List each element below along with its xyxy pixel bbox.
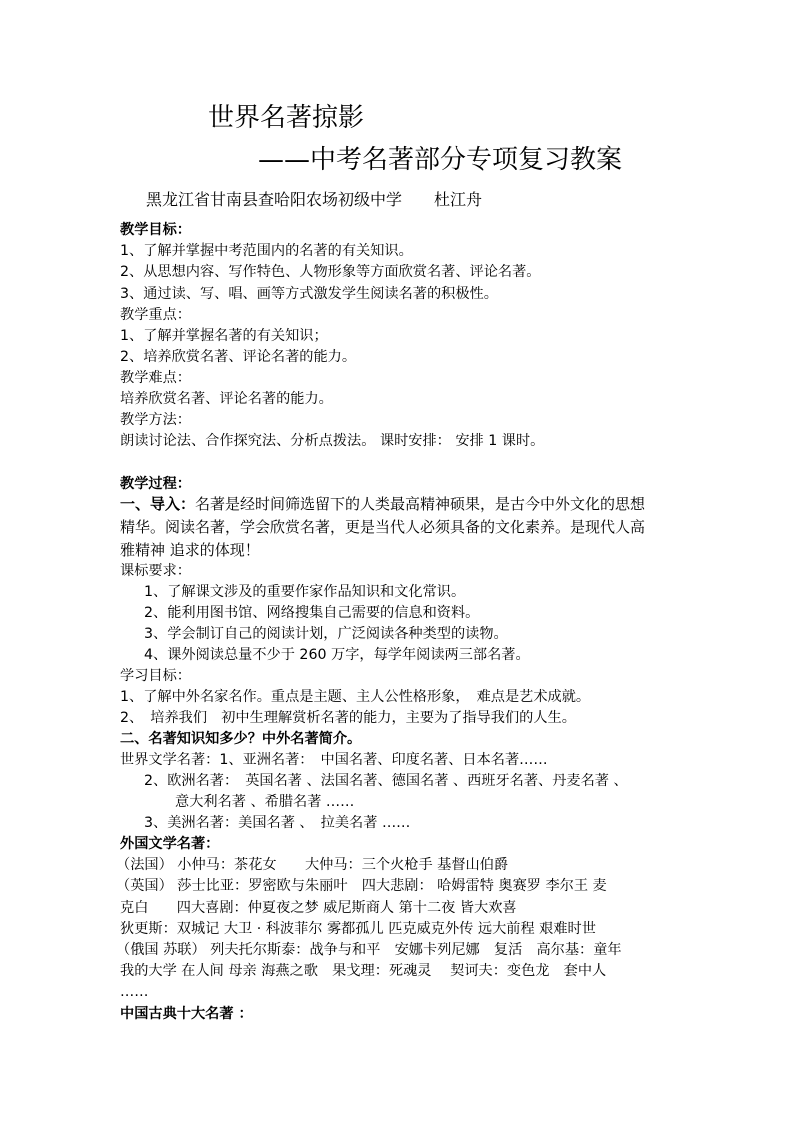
text-line: 1、了解并掌握名著的有关知识； [120,328,328,344]
text-line: 2、从思想内容、写作特色、人物形象等方面欣赏名著、评论名著。 [120,264,541,280]
text-line: 精华。阅读名著，学会欣赏名著，更是当代人必须具备的文化素养。是现代人高 [120,518,646,536]
text-line: 教学方法： [120,412,191,428]
text-line: 雅精神 追求的体现！ [120,541,260,559]
text-line: 4、课外阅读总量不少于 260 万字，每学年阅读两三部名著。 [144,647,530,663]
text-line: 克白 四大喜剧：仲夏夜之梦 威尼斯商人 第十二夜 皆大欢喜 [120,900,517,916]
intro-lead: 一、导入： [120,495,196,513]
text-line: 1、了解课文涉及的重要作家作品知识和文化常识。 [144,584,466,600]
text-line: 狄更斯：双城记 大卫 · 科波菲尔 雾都孤儿 匹克威克外传 远大前程 艰难时世 [120,921,596,937]
text-line: 1、了解并掌握中考范围内的名著的有关知识。 [120,243,413,259]
text-line: 2、 培养我们 初中生理解赏析名著的能力，主要为了指导我们的人生。 [120,710,576,726]
text-line: 教学重点： [120,307,191,323]
text-line: （法国） 小仲马：茶花女 大仲马：三个火枪手 基督山伯爵 [116,857,509,873]
heading-foreign-works: 外国文学名著： [120,836,220,852]
text-line: 学习目标： [120,668,191,684]
text-line: 世界文学名著：1、亚洲名著： 中国名著、印度名著、日本名著…… [120,752,548,768]
heading-teaching-process: 教学过程： [120,476,191,492]
text-line: 我的大学 在人间 母亲 海燕之歌 果戈理：死魂灵 契诃夫：变色龙 套中人 [120,963,607,979]
doc-author: 黑龙江省甘南县查哈阳农场初级中学 杜江舟 [146,190,483,209]
heading-chinese-classics: 中国古典十大名著 ： [120,1006,253,1022]
heading-teaching-goals: 教学目标： [120,222,191,238]
doc-subtitle: ——中考名著部分专项复习教案 [258,145,623,175]
text-line: 2、欧洲名著： 英国名著 、法国名著、德国名著 、西班牙名著、丹麦名著 、 [144,773,628,789]
text-line: 3、美洲名著：美国名著 、 拉美名著 …… [144,815,411,831]
text-line: 3、学会制订自己的阅读计划，广泛阅读各种类型的读物。 [144,626,508,642]
text-line: 培养欣赏名著、评论名著的能力。 [120,391,333,407]
text-line: 意大利名著 、希腊名著 …… [175,794,355,810]
text-line: 2、能利用图书馆、网络搜集自己需要的信息和资料。 [144,605,480,621]
doc-title: 世界名著掠影 [208,103,365,133]
intro-line [120,493,645,515]
text-line: 3、通过读、写、唱、画等方式激发学生阅读名著的积极性。 [120,286,498,302]
text-line: 1、了解中外名家名作。重点是主题、主人公性格形象， 难点是艺术成就。 [120,689,591,705]
text-line: 课标要求： [120,563,191,579]
heading-book-knowledge: 二、名著知识知多少？中外名著简介。 [120,731,362,747]
text-line: …… [120,984,149,1000]
text-line: （英国） 莎士比亚：罗密欧与朱丽叶 四大悲剧： 哈姆雷特 奥赛罗 李尔王 麦 [116,878,607,894]
text-line: 朗读讨论法、合作探究法、分析点拨法。 课时安排： 安排 1 课时。 [120,433,545,449]
text-line: 教学难点： [120,370,191,386]
text-line: 2、培养欣赏名著、评论名著的能力。 [120,349,357,365]
text-line: （俄国 苏联） 列夫托尔斯泰：战争与和平 安娜卡列尼娜 复活 高尔基：童年 [116,942,622,958]
intro-text: 名著是经时间筛选留下的人类最高精神硕果，是古今中外文化的思想 [195,495,646,513]
